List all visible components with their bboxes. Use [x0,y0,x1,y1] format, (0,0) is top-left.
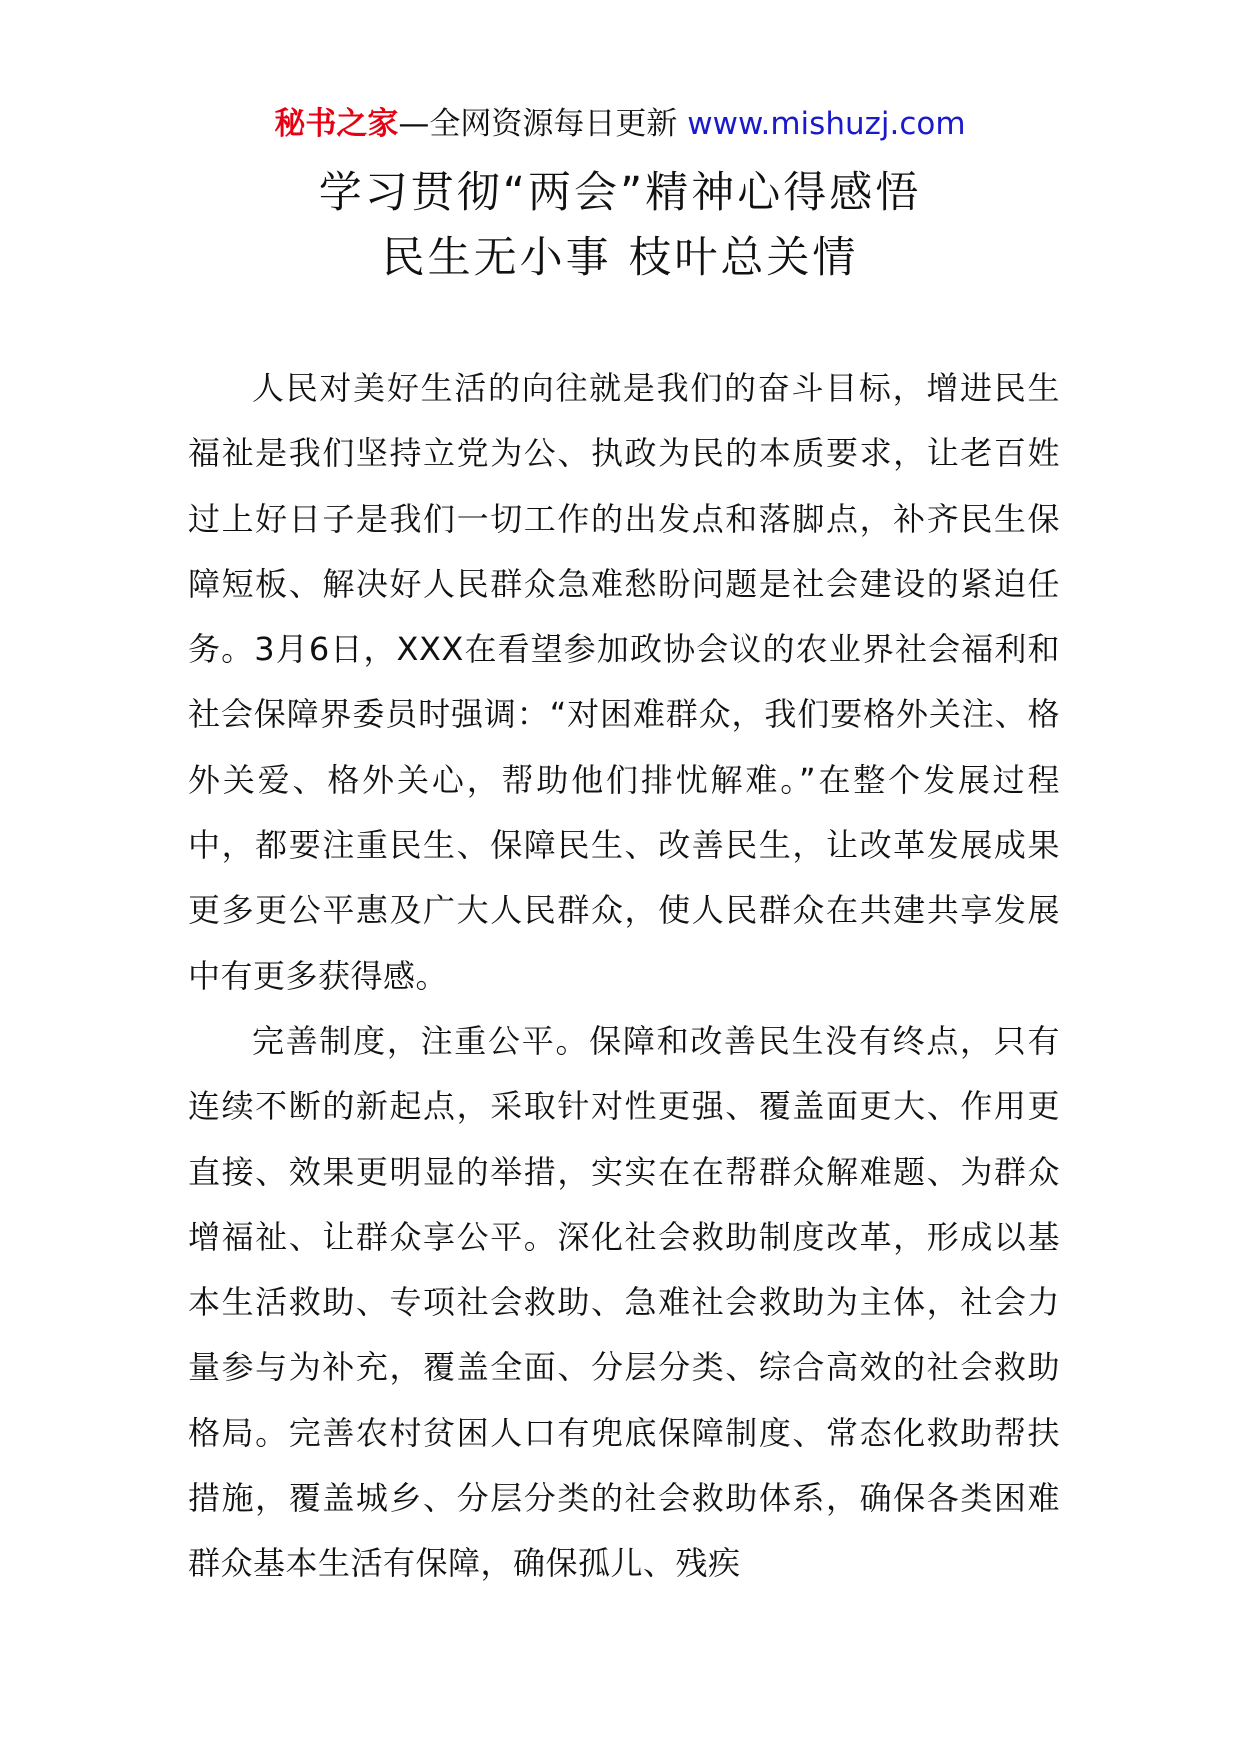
body-paragraph-2: 完善制度，注重公平。保障和改善民生没有终点，只有连续不断的新起点，采取针对性更强、覆盖面更大、作用更直接、效果更明显的举措，实实在在帮群众解难题、为群众增福祉、让群众享公平。深化社会救助制度改革，形成以基本生活救助、专项社会救助、急难社会救助为主体，社会力量参与为补充，覆盖全面、分层分类、综合高效的社会救助格局。完善农村贫困人口有兜底保障制度、常态化救助帮扶措施，覆盖城乡、分层分类的社会救助体系，确保各类困难群众基本生活有保障，确保孤儿、残疾 [188,1021,1060,1583]
site-url-link[interactable]: www.mishuzj.com [687,106,966,142]
document-title: 学习贯彻“两会”精神心得感悟 [318,168,922,218]
document-body [188,356,1060,1597]
document-subtitle: 民生无小事 枝叶总关情 [381,233,859,283]
brand-name: 秘书之家 [274,106,399,142]
site-header [0,100,1240,148]
header-slogan: —全网资源每日更新 [398,106,688,142]
body-paragraph-1: 人民对美好生活的向往就是我们的奋斗目标，增进民生福祉是我们坚持立党为公、执政为民的本质要求，让老百姓过上好日子是我们一切工作的出发点和落脚点，补齐民生保障短板、解决好人民群众急难愁盼问题是社会建设的紧迫任务。3月6日，XXX在看望参加政协会议的农业界社会福利和社会保障界委员时强调：“对困难群众，我们要格外关注、格外关爱、格外关心，帮助他们排忧解难。”在整个发展过程中，都要注重民生、保障民生、改善民生，让改革发展成果更多更公平惠及广大人民群众，使人民群众在共建共享发展中有更多获得感。 [188,369,1060,995]
